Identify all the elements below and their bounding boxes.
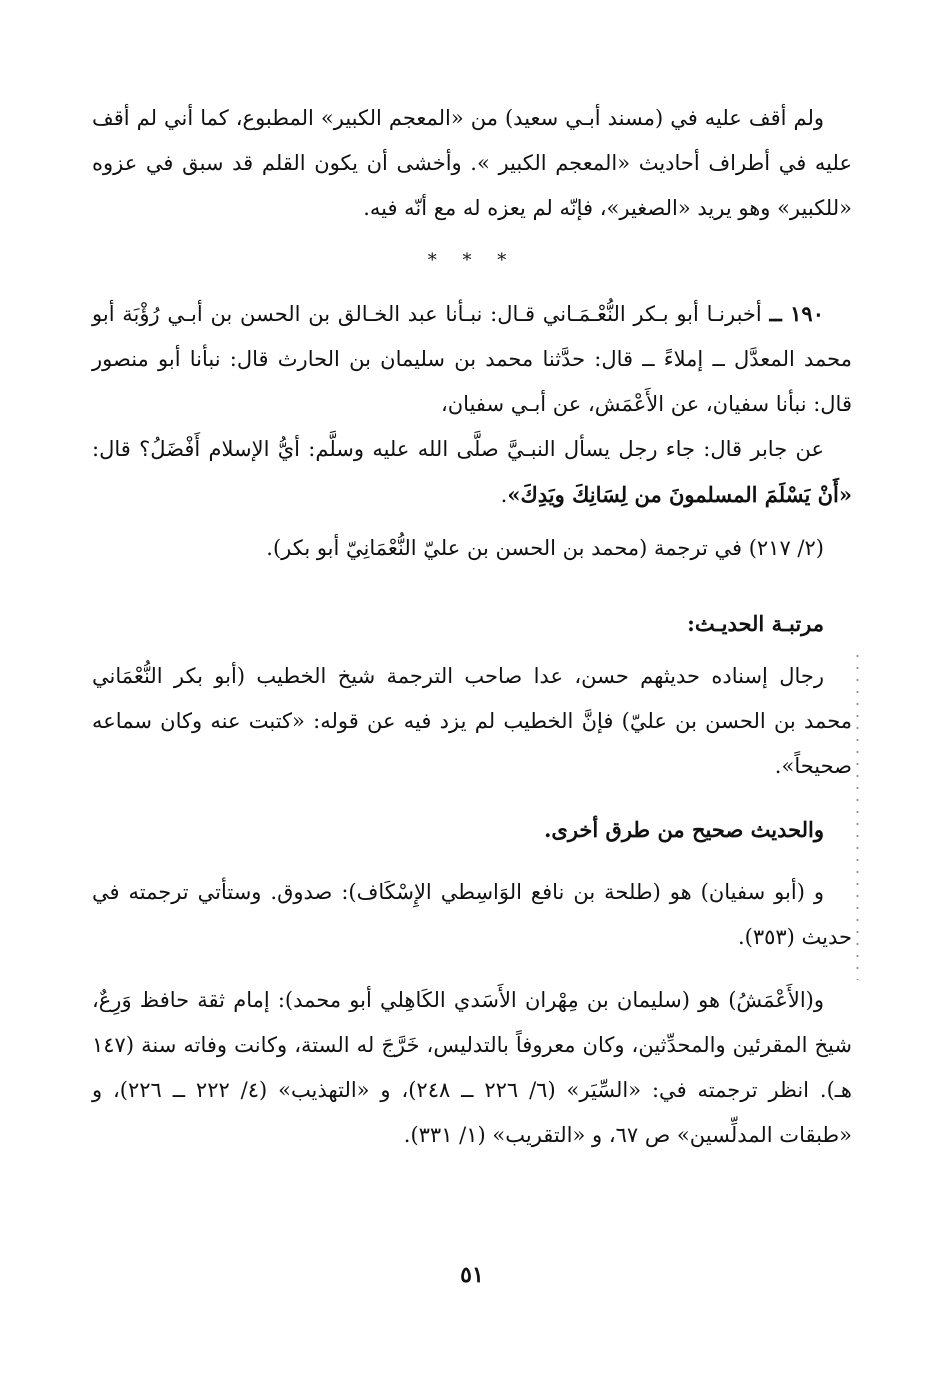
page-number: ٥١ — [460, 1262, 484, 1288]
section-heading: مرتبـة الحديـث: — [687, 611, 824, 636]
section-separator: * * * — [427, 250, 517, 271]
intro-paragraph: ولم أقف عليه في (مسند أبـي سعيد) من «المعجم الكبير» المطبوع، كما أني لم أقف عليه في أطراف أحاديث «المعجم الكبير ». وأخشى أن يكون القلم قد سبق في عزوه «للكبير» وهو يريد «الصغير»، فإنّه لم يعزه له مع أنّه فيه. — [92, 106, 852, 220]
page-body — [92, 96, 852, 1158]
amash-paragraph: و(الأَعْمَشُ) هو (سليمان بن مِهْران الأَسَدي الكَاهِلي أبو محمد): إمام ثقة حافظ وَرِعٌ، شيخ المقرئين والمحدِّثين، وكان معروفاً بالتدليس، خَرَّجَ له الستة، وكانت وفاته سنة (١٤٧ هـ). انظر ترجمته في: «السِّيَر» (٦/ ٢٢٦ ــ ٢٤٨)، و «التهذيب» (٤/ ٢٢٢ ــ ٢٢٦)، و «طبقات المدلِّسين» ص ٦٧، و «التقريب» (١/ ٣٣١). — [92, 988, 852, 1147]
hadith-number: ١٩٠ ــ — [769, 301, 824, 326]
hadith-matn-prefix: عن جابر قال: جاء رجل يسأل النبـيَّ صلَّى الله عليه وسلَّم: أيُّ الإسلام أَفْضَلُ؟ قال: — [92, 437, 824, 461]
hadith-matn-end: . — [500, 483, 508, 507]
source-reference: (٢/ ٢١٧) في ترجمة (محمد بن الحسن بن عليّ النُّعْمَانِيّ أبو بكر). — [266, 536, 824, 560]
hadith-isnad-paragraph — [92, 291, 852, 427]
abu-sufyan-paragraph: و (أبو سفيان) هو (طلحة بن نافع الوَاسِطي الإِسْكَاف): صدوق. وستأتي ترجمته في حديث (٣٥٣). — [92, 880, 852, 949]
rijal-paragraph: رجال إسناده حديثهم حسن، عدا صاحب الترجمة شيخ الخطيب (أبو بكر النُّعْمَاني محمد بن الحسن بن عليّ) فإنَّ الخطيب لم يزد فيه عن قوله: «كتبت عنه وكان سماعه صحيحاً». — [92, 664, 852, 778]
hadith-matn-quote: «أَنْ يَسْلَمَ المسلمونَ من لِسَانِكَ ويَدِكَ» — [507, 482, 852, 507]
hadith-isnad: أخبرنـا أبو بـكر النُّعْـمَـاني قـال: نبـأنا عبد الخـالق بن الحسن بن أبـي رُؤْبَة أبو محمد المعدَّل ــ إملاءً ــ قال: حدَّثنا محمد بن سليمان بن الحارث قال: نبأنا أبو منصور قال: نبأنا سفيان، عن الأَعْمَش، عن أبـي سفيان، — [92, 302, 852, 416]
hadith-matn-paragraph — [92, 427, 852, 518]
margin-dotted-line — [856, 650, 859, 980]
sahih-statement: والحديث صحيح من طرق أخرى. — [544, 817, 824, 842]
